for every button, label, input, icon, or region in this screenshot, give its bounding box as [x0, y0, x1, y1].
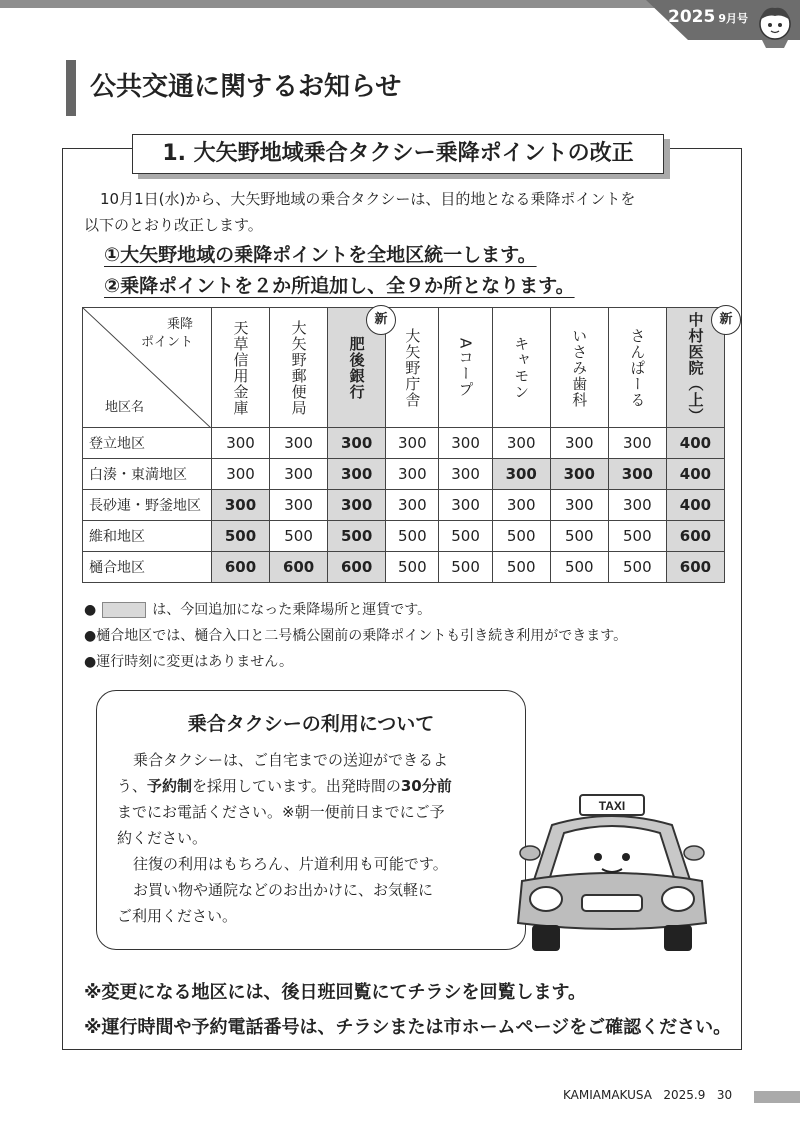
fare-table-header — [83, 308, 725, 428]
issue-month: 9月号 — [718, 12, 748, 25]
col-header-label: 大矢野郵便局 — [289, 319, 308, 416]
point-1: ①大矢野地域の乗降ポイントを全地区統一します。 — [104, 244, 537, 266]
intro-line-1: 10月1日(水)から、大矢野地域の乗合タクシーは、目的地となる乗降ポイントを — [100, 190, 636, 208]
footer-note-2: ※運行時間や予約電話番号は、チラシまたは市ホームページをご確認ください。 — [84, 1017, 732, 1038]
page-footer — [563, 1088, 732, 1102]
section-title: 1. 大矢野地域乗合タクシー乗降ポイントの改正 — [132, 134, 664, 174]
col-header — [492, 308, 550, 428]
usage-box-body — [117, 747, 511, 929]
col-header — [439, 308, 492, 428]
fare-cell: 300 — [492, 428, 550, 459]
usage-text: を採用しています。出発時間の — [192, 777, 401, 795]
taxi-illustration — [512, 785, 712, 957]
usage-line: までにお電話ください。※朝一便前日までにご予 — [117, 803, 445, 821]
fare-cell: 300 — [212, 428, 270, 459]
col-header-label: いさみ歯科 — [570, 327, 589, 408]
fare-cell: 300 — [492, 490, 550, 521]
fare-cell: 300 — [386, 428, 439, 459]
fare-cell: 300 — [439, 459, 492, 490]
time-emphasis: 30分前 — [400, 777, 452, 795]
fare-cell: 300 — [439, 490, 492, 521]
fare-cell: 500 — [492, 552, 550, 583]
district-name: 白湊・東満地区 — [83, 459, 212, 490]
col-header-label: さんぱーる — [628, 327, 647, 408]
reservation-emphasis: 予約制 — [147, 777, 193, 795]
fare-cell: 500 — [270, 521, 328, 552]
new-badge: 新 — [711, 305, 741, 335]
usage-box-title: 乗合タクシーの利用について — [187, 713, 435, 735]
fare-cell: 300 — [270, 428, 328, 459]
fare-cell: 300 — [608, 459, 666, 490]
usage-line: 乗合タクシーは、ご自宅までの送迎ができるよ — [133, 751, 449, 769]
fare-cell: 500 — [212, 521, 270, 552]
col-header-label: キャモン — [512, 335, 531, 400]
fare-cell: 300 — [212, 459, 270, 490]
fare-cell: 400 — [666, 428, 724, 459]
table-row — [83, 428, 725, 459]
fare-cell: 300 — [386, 459, 439, 490]
usage-info-box — [96, 690, 526, 950]
notes-list — [84, 597, 627, 675]
fare-table — [82, 307, 725, 583]
table-row — [83, 521, 725, 552]
usage-line: ご利用ください。 — [117, 907, 238, 925]
fare-cell: 500 — [550, 552, 608, 583]
col-header — [270, 308, 328, 428]
note-item: ● は、今回追加になった乗降場所と運賃です。 — [84, 602, 432, 618]
fare-cell: 300 — [492, 459, 550, 490]
fare-cell: 300 — [328, 459, 386, 490]
fare-cell: 500 — [608, 521, 666, 552]
fare-cell: 300 — [270, 459, 328, 490]
note-text: は、今回追加になった乗降場所と運賃です。 — [152, 602, 432, 618]
fare-cell: 300 — [212, 490, 270, 521]
page-number: 30 — [716, 1088, 733, 1102]
fare-cell: 300 — [328, 490, 386, 521]
magazine-name: KAMIAMAKUSA — [563, 1088, 652, 1102]
usage-line: 往復の利用はもちろん、片道利用も可能です。 — [133, 855, 448, 873]
fare-cell: 500 — [439, 552, 492, 583]
col-header-label: 肥後銀行 — [347, 335, 366, 400]
new-badge: 新 — [366, 305, 396, 335]
intro-text — [84, 186, 724, 238]
fare-cell: 500 — [386, 552, 439, 583]
col-header-label: 天草信用金庫 — [231, 319, 250, 416]
fare-cell: 500 — [608, 552, 666, 583]
issue-year: 2025 — [668, 7, 716, 27]
district-name: 維和地区 — [83, 521, 212, 552]
table-row — [83, 552, 725, 583]
fare-cell: 300 — [608, 490, 666, 521]
col-header — [608, 308, 666, 428]
usage-line: お買い物や通院などのお出かけに、お気軽に — [133, 881, 434, 899]
district-name: 樋合地区 — [83, 552, 212, 583]
note-item: ●運行時刻に変更はありません。 — [84, 654, 294, 670]
fare-cell: 500 — [550, 521, 608, 552]
table-row — [83, 490, 725, 521]
fare-cell: 500 — [328, 521, 386, 552]
col-header-label: Aコープ — [456, 337, 475, 398]
fare-cell: 500 — [492, 521, 550, 552]
usage-line: 約ください。 — [117, 829, 208, 847]
fare-cell: 500 — [386, 521, 439, 552]
table-corner-cell — [83, 308, 212, 428]
intro-line-2: 以下のとおり改正します。 — [84, 216, 263, 234]
col-header-label: 中村医院（上） — [686, 311, 705, 424]
usage-line — [117, 773, 511, 799]
fare-cell: 500 — [439, 521, 492, 552]
mascot-icon — [752, 2, 798, 48]
fare-cell: 600 — [212, 552, 270, 583]
fare-cell: 400 — [666, 490, 724, 521]
usage-text: う、 — [117, 777, 148, 795]
fare-cell: 300 — [608, 428, 666, 459]
footer-bar — [754, 1091, 800, 1103]
district-name: 長砂連・野釜地区 — [83, 490, 212, 521]
footer-issue: 2025.9 — [663, 1088, 706, 1102]
corner-label-district: 地区名 — [105, 400, 145, 415]
page-title: 公共交通に関するお知らせ — [90, 72, 402, 102]
issue-label — [668, 7, 748, 27]
note-text: 運行時刻に変更はありません。 — [96, 654, 294, 670]
table-row — [83, 459, 725, 490]
point-2: ②乗降ポイントを２か所追加し、全９か所となります。 — [104, 275, 575, 297]
fare-cell: 300 — [550, 459, 608, 490]
fare-cell: 600 — [270, 552, 328, 583]
legend-swatch — [102, 602, 146, 618]
fare-cell: 300 — [550, 490, 608, 521]
fare-cell: 300 — [439, 428, 492, 459]
fare-cell: 400 — [666, 459, 724, 490]
col-header — [212, 308, 270, 428]
taxi-sign-text: TAXI — [598, 799, 626, 813]
note-item: ●樋合地区では、樋合入口と二号橋公園前の乗降ポイントも引き続き利用ができます。 — [84, 628, 628, 644]
col-header — [550, 308, 608, 428]
fare-cell: 600 — [666, 521, 724, 552]
note-text: 樋合地区では、樋合入口と二号橋公園前の乗降ポイントも引き続き利用ができます。 — [96, 628, 628, 644]
footer-note-1: ※変更になる地区には、後日班回覧にてチラシを回覧します。 — [84, 982, 587, 1003]
fare-cell: 600 — [666, 552, 724, 583]
corner-label-points: 乗降 ポイント — [140, 317, 193, 350]
fare-cell: 300 — [270, 490, 328, 521]
district-name: 登立地区 — [83, 428, 212, 459]
fare-cell: 600 — [328, 552, 386, 583]
fare-cell: 300 — [386, 490, 439, 521]
fare-cell: 300 — [550, 428, 608, 459]
col-header-label: 大矢野庁舎 — [403, 327, 422, 408]
fare-cell: 300 — [328, 428, 386, 459]
title-accent-bar — [66, 60, 76, 116]
